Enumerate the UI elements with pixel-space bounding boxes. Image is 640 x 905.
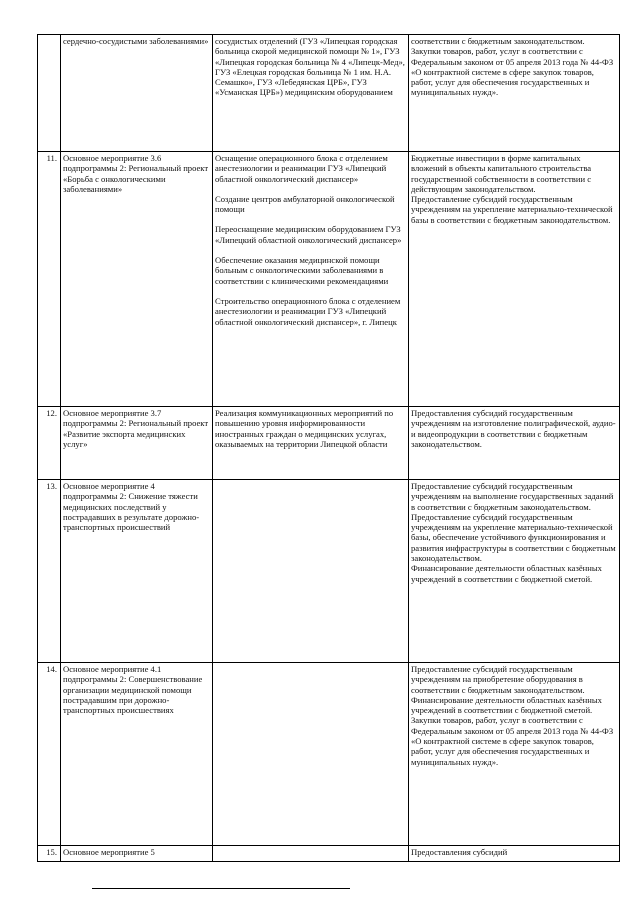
table-row — [38, 35, 620, 152]
funding-cell — [409, 35, 620, 152]
measure-text: Строительство операционного блока с отделением анестезиологии и реанимации ГУЗ «Липецкий областной онкологический диспансер», г. Липецк — [215, 295, 401, 327]
measure-text: Реализация коммуникационных мероприятий по повышению уровня информированности иностранных граждан о медицинских услугах, оказываемых на территории Липецкой области — [215, 408, 394, 449]
funding-text: Предоставления субсидий государственным учреждениям на изготовление полиграфической, аудио- и видеопродукции в соответствии с бюджетным законодательством. — [411, 408, 616, 449]
measures-cell — [213, 663, 409, 846]
measures-cell — [213, 407, 409, 480]
funding-text: Предоставление субсидий государственным учреждениям на укрепление материально-технической базы, обеспечение устойчивого функционирования и развития инфраструктуры в соответствии с бюджетным законодательством. — [411, 511, 616, 564]
funding-text: Финансирование деятельности областных казённых учреждений в соответствии с бюджетной сметой. — [411, 694, 602, 716]
table-row — [38, 407, 620, 480]
event-cell: Основное мероприятие 3.7 подпрограммы 2: Региональный проект «Развитие экспорта медицинских услуг» — [61, 407, 213, 480]
funding-text: Предоставление субсидий государственным учреждениям на выполнение государственных заданий в соответствии с бюджетным законодательством. — [411, 481, 614, 512]
table-row — [38, 480, 620, 663]
row-number — [38, 35, 61, 152]
measures-cell — [213, 846, 409, 862]
table-body — [38, 35, 620, 862]
funding-text: Предоставление субсидий государственным учреждениям на укрепление материально-технической базы в соответствии с бюджетным законодательством. — [411, 194, 613, 225]
funding-text: Предоставление субсидий государственным учреждениям на приобретение оборудования в соответствии с бюджетным законодательством. — [411, 664, 585, 695]
funding-text: Финансирование деятельности областных казённых учреждений в соответствии с бюджетной сметой. — [411, 563, 602, 584]
footnote-divider — [92, 888, 350, 889]
row-number: 14. — [38, 663, 61, 846]
funding-text: Бюджетные инвестиции в форме капитальных вложений в объекты капитального строительства государственной собственности в соответствии с действующим законодательством. — [411, 153, 592, 194]
row-number: 15. — [38, 846, 61, 862]
event-cell: Основное мероприятие 5 — [61, 846, 213, 862]
funding-text: Закупки товаров, работ, услуг в соответствии с Федеральным законом от 05 апреля 2013 года № 44-ФЗ «О контрактной системе в сфере закупок товаров, работ, услуг для обеспечения государственных и муниципальных нужд». — [411, 46, 614, 98]
measures-cell — [213, 152, 409, 407]
measures-table — [37, 34, 620, 862]
measure-text: сосудистых отделений (ГУЗ «Липецкая городская больница скорой медицинской помощи № 1», ГУЗ «Липецкая городская больница № 4 «Липецк-Мед», ГУЗ «Елецкая городская больница № 1 им. Н.А. Семашко», ГУЗ «Лебедянская ЦРБ», ГУЗ «Усманская ЦРБ») медицинским оборудованием — [215, 36, 405, 98]
measures-cell — [213, 35, 409, 152]
funding-cell — [409, 152, 620, 407]
measure-text: Обеспечение оказания медицинской помощи больным с онкологическими заболеваниями в соответствии с клиническими рекомендациями — [215, 255, 389, 286]
table-row — [38, 663, 620, 846]
funding-cell — [409, 480, 620, 663]
measure-text: Создание центров амбулаторной онкологической помощи — [215, 193, 395, 215]
funding-text: соответствии с бюджетным законодательством. — [411, 36, 585, 46]
funding-cell — [409, 407, 620, 480]
row-number: 13. — [38, 480, 61, 663]
funding-cell — [409, 663, 620, 846]
funding-text: Закупки товаров, работ, услуг в соответствии с Федеральным законом от 05 апреля 2013 года № 44-ФЗ «О контрактной системе в сфере закупок товаров, работ, услуг для обеспечения государственных и муниципальных нужд». — [411, 715, 614, 767]
event-cell: сердечно-сосудистыми заболеваниями» — [61, 35, 213, 152]
measure-text: Оснащение операционного блока с отделением анестезиологии и реанимации ГУЗ «Липецкий областной онкологический диспансер» — [215, 153, 388, 184]
funding-cell — [409, 846, 620, 862]
event-cell: Основное мероприятие 3.6 подпрограммы 2: Региональный проект «Борьба с онкологическими заболеваниями» — [61, 152, 213, 407]
funding-text: Предоставления субсидий — [411, 847, 508, 857]
measure-text: Переоснащение медицинским оборудованием ГУЗ «Липецкий областной онкологический диспансер» — [215, 224, 402, 245]
row-number: 12. — [38, 407, 61, 480]
table-row — [38, 152, 620, 407]
row-number: 11. — [38, 152, 61, 407]
measures-cell — [213, 480, 409, 663]
event-cell: Основное мероприятие 4.1 подпрограммы 2: Совершенствование организации медицинской помощи пострадавшим при дорожно-транспортных происшествиях — [61, 663, 213, 846]
event-cell: Основное мероприятие 4 подпрограммы 2: Снижение тяжести медицинских последствий у пострадавших в результате дорожно-транспортных происшествий — [61, 480, 213, 663]
table-row — [38, 846, 620, 862]
